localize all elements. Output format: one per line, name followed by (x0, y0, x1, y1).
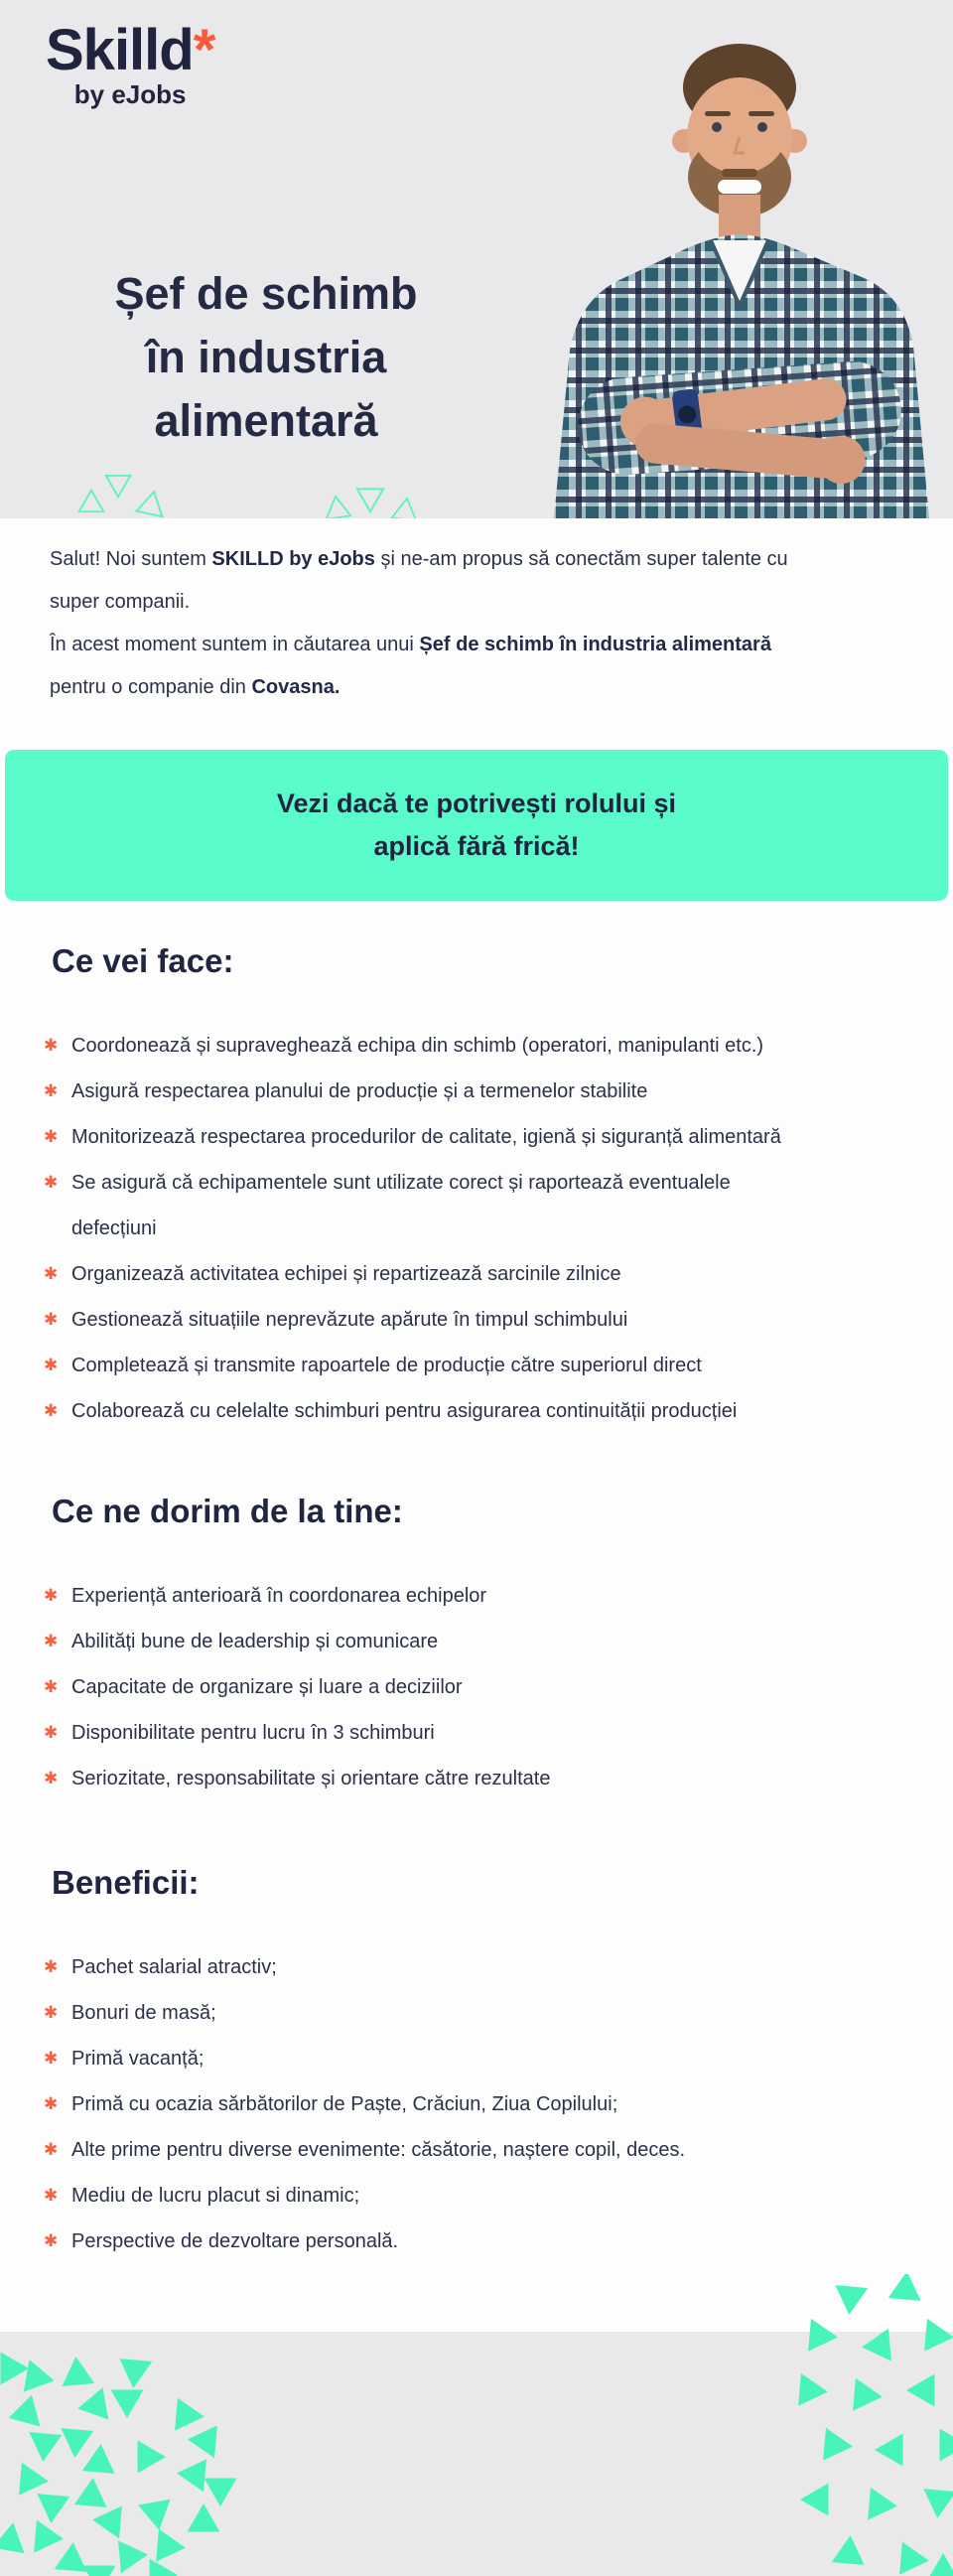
asterisk-bullet-icon: ✱ (44, 1310, 59, 1330)
triangle-pattern-right-icon (794, 2274, 953, 2576)
hero-header (0, 0, 953, 518)
job-details (0, 941, 953, 2264)
asterisk-bullet-icon: ✱ (44, 1957, 59, 1977)
triangle-outline-decor-icon (318, 483, 427, 518)
list-item-text: Primă vacanță; (71, 2048, 204, 2070)
asterisk-bullet-icon: ✱ (44, 1769, 59, 1789)
list-item-text: Abilități bune de leadership și comunicare (71, 1631, 439, 1652)
section-benefits (0, 1863, 953, 2264)
cta-banner[interactable] (5, 750, 948, 901)
asterisk-bullet-icon: ✱ (44, 1677, 59, 1697)
person-photo (526, 0, 953, 518)
list-item (44, 1756, 806, 1801)
skilld-logo[interactable] (46, 18, 215, 109)
asterisk-bullet-icon: ✱ (44, 2094, 59, 2114)
section-heading: Ce ne dorim de la tine: (52, 1493, 403, 1529)
list-item (44, 2081, 806, 2127)
list-item (44, 1069, 806, 1114)
logo-wordmark: Skilld (46, 18, 194, 82)
list-item (44, 2218, 806, 2264)
list-item (44, 1664, 806, 1710)
list-item-text: Seriozitate, responsabilitate și orientare către rezultate (71, 1768, 551, 1789)
list-item-text: Se asigură că echipamentele sunt utilizate corect și raportează eventualele defecțiuni (71, 1172, 731, 1239)
list-item (44, 1251, 806, 1297)
job-title: Șef de schimb în industria alimentară (114, 268, 418, 447)
section-what-we-want (0, 1492, 953, 1801)
logo-asterisk-icon: * (193, 18, 215, 82)
list-item-text: Primă cu ocazia sărbătorilor de Paște, Crăciun, Ziua Copilului; (71, 2093, 618, 2115)
triangle-pattern-left-icon (0, 2324, 238, 2576)
list-item-text: Bonuri de masă; (71, 2002, 216, 2024)
list-item (44, 1573, 806, 1619)
list-item-text: Disponibilitate pentru lucru în 3 schimburi (71, 1722, 435, 1744)
asterisk-bullet-icon: ✱ (44, 2003, 59, 2023)
list-item-text: Colaborează cu celelalte schimburi pentru asigurarea continuității producției (71, 1400, 738, 1422)
asterisk-bullet-icon: ✱ (44, 2140, 59, 2160)
asterisk-bullet-icon: ✱ (44, 2049, 59, 2069)
list-item-text: Experiență anterioară în coordonarea echipelor (71, 1585, 487, 1607)
list-item-text: Completează și transmite rapoartele de producție către superiorul direct (71, 1355, 702, 1376)
list-item (44, 1944, 806, 1990)
list-item-text: Pachet salarial atractiv; (71, 1956, 277, 1978)
list-item (44, 1023, 806, 1069)
asterisk-bullet-icon: ✱ (44, 1036, 59, 1056)
list-item (44, 1160, 806, 1251)
list-item (44, 1710, 806, 1756)
intro-paragraph-1: Salut! Noi suntem SKILLD by eJobs și ne-am propus să conectăm super talente cu super companii. (50, 548, 788, 613)
list-item (44, 1388, 806, 1434)
list-item-text: Organizează activitatea echipei și repartizează sarcinile zilnice (71, 1263, 621, 1285)
asterisk-bullet-icon: ✱ (44, 1264, 59, 1284)
list-item (44, 2173, 806, 2218)
asterisk-bullet-icon: ✱ (44, 1632, 59, 1651)
asterisk-bullet-icon: ✱ (44, 1401, 59, 1421)
benefits-list (0, 1944, 953, 2264)
asterisk-bullet-icon: ✱ (44, 1173, 59, 1193)
intro-paragraph-2: În acest moment suntem in căutarea unui Șef de schimb în industria alimentară pentru o companie din Covasna. (50, 634, 771, 698)
list-item-text: Gestionează situațiile neprevăzute apărute în timpul schimbului (71, 1309, 628, 1331)
asterisk-bullet-icon: ✱ (44, 1081, 59, 1101)
list-item-text: Coordonează și supraveghează echipa din schimb (operatori, manipulanti etc.) (71, 1035, 764, 1057)
cta-line-2: aplică fără frică! (373, 831, 580, 861)
list-item-text: Capacitate de organizare și luare a deciziilor (71, 1676, 463, 1698)
asterisk-bullet-icon: ✱ (44, 1586, 59, 1606)
asterisk-bullet-icon: ✱ (44, 1723, 59, 1743)
logo-byline: by eJobs (73, 79, 187, 109)
list-item (44, 1114, 806, 1160)
list-item-text: Mediu de lucru placut si dinamic; (71, 2185, 360, 2207)
asterisk-bullet-icon: ✱ (44, 2231, 59, 2251)
list-item (44, 2036, 806, 2081)
list-item-text: Monitorizează respectarea procedurilor de calitate, igienă și siguranță alimentară (71, 1126, 781, 1148)
list-item (44, 1619, 806, 1664)
asterisk-bullet-icon: ✱ (44, 1356, 59, 1375)
requirements-list (0, 1573, 953, 1801)
list-item-text: Asigură respectarea planului de producție și a termenelor stabilite (71, 1080, 648, 1102)
section-heading: Ce vei face: (52, 942, 234, 979)
triangle-outline-decor-icon (75, 461, 175, 518)
cta-line-1: Vezi dacă te potrivești rolului și (276, 788, 677, 818)
list-item (44, 1297, 806, 1343)
list-item (44, 2127, 806, 2173)
section-what-you-do (0, 941, 953, 1434)
list-item-text: Alte prime pentru diverse evenimente: căsătorie, naștere copil, deces. (71, 2139, 686, 2161)
list-item-text: Perspective de dezvoltare personală. (71, 2230, 399, 2252)
asterisk-bullet-icon: ✱ (44, 2186, 59, 2206)
intro-section (0, 518, 953, 709)
list-item (44, 1990, 806, 2036)
section-heading: Beneficii: (52, 1864, 200, 1901)
task-list (0, 1023, 953, 1434)
asterisk-bullet-icon: ✱ (44, 1127, 59, 1147)
list-item (44, 1343, 806, 1388)
